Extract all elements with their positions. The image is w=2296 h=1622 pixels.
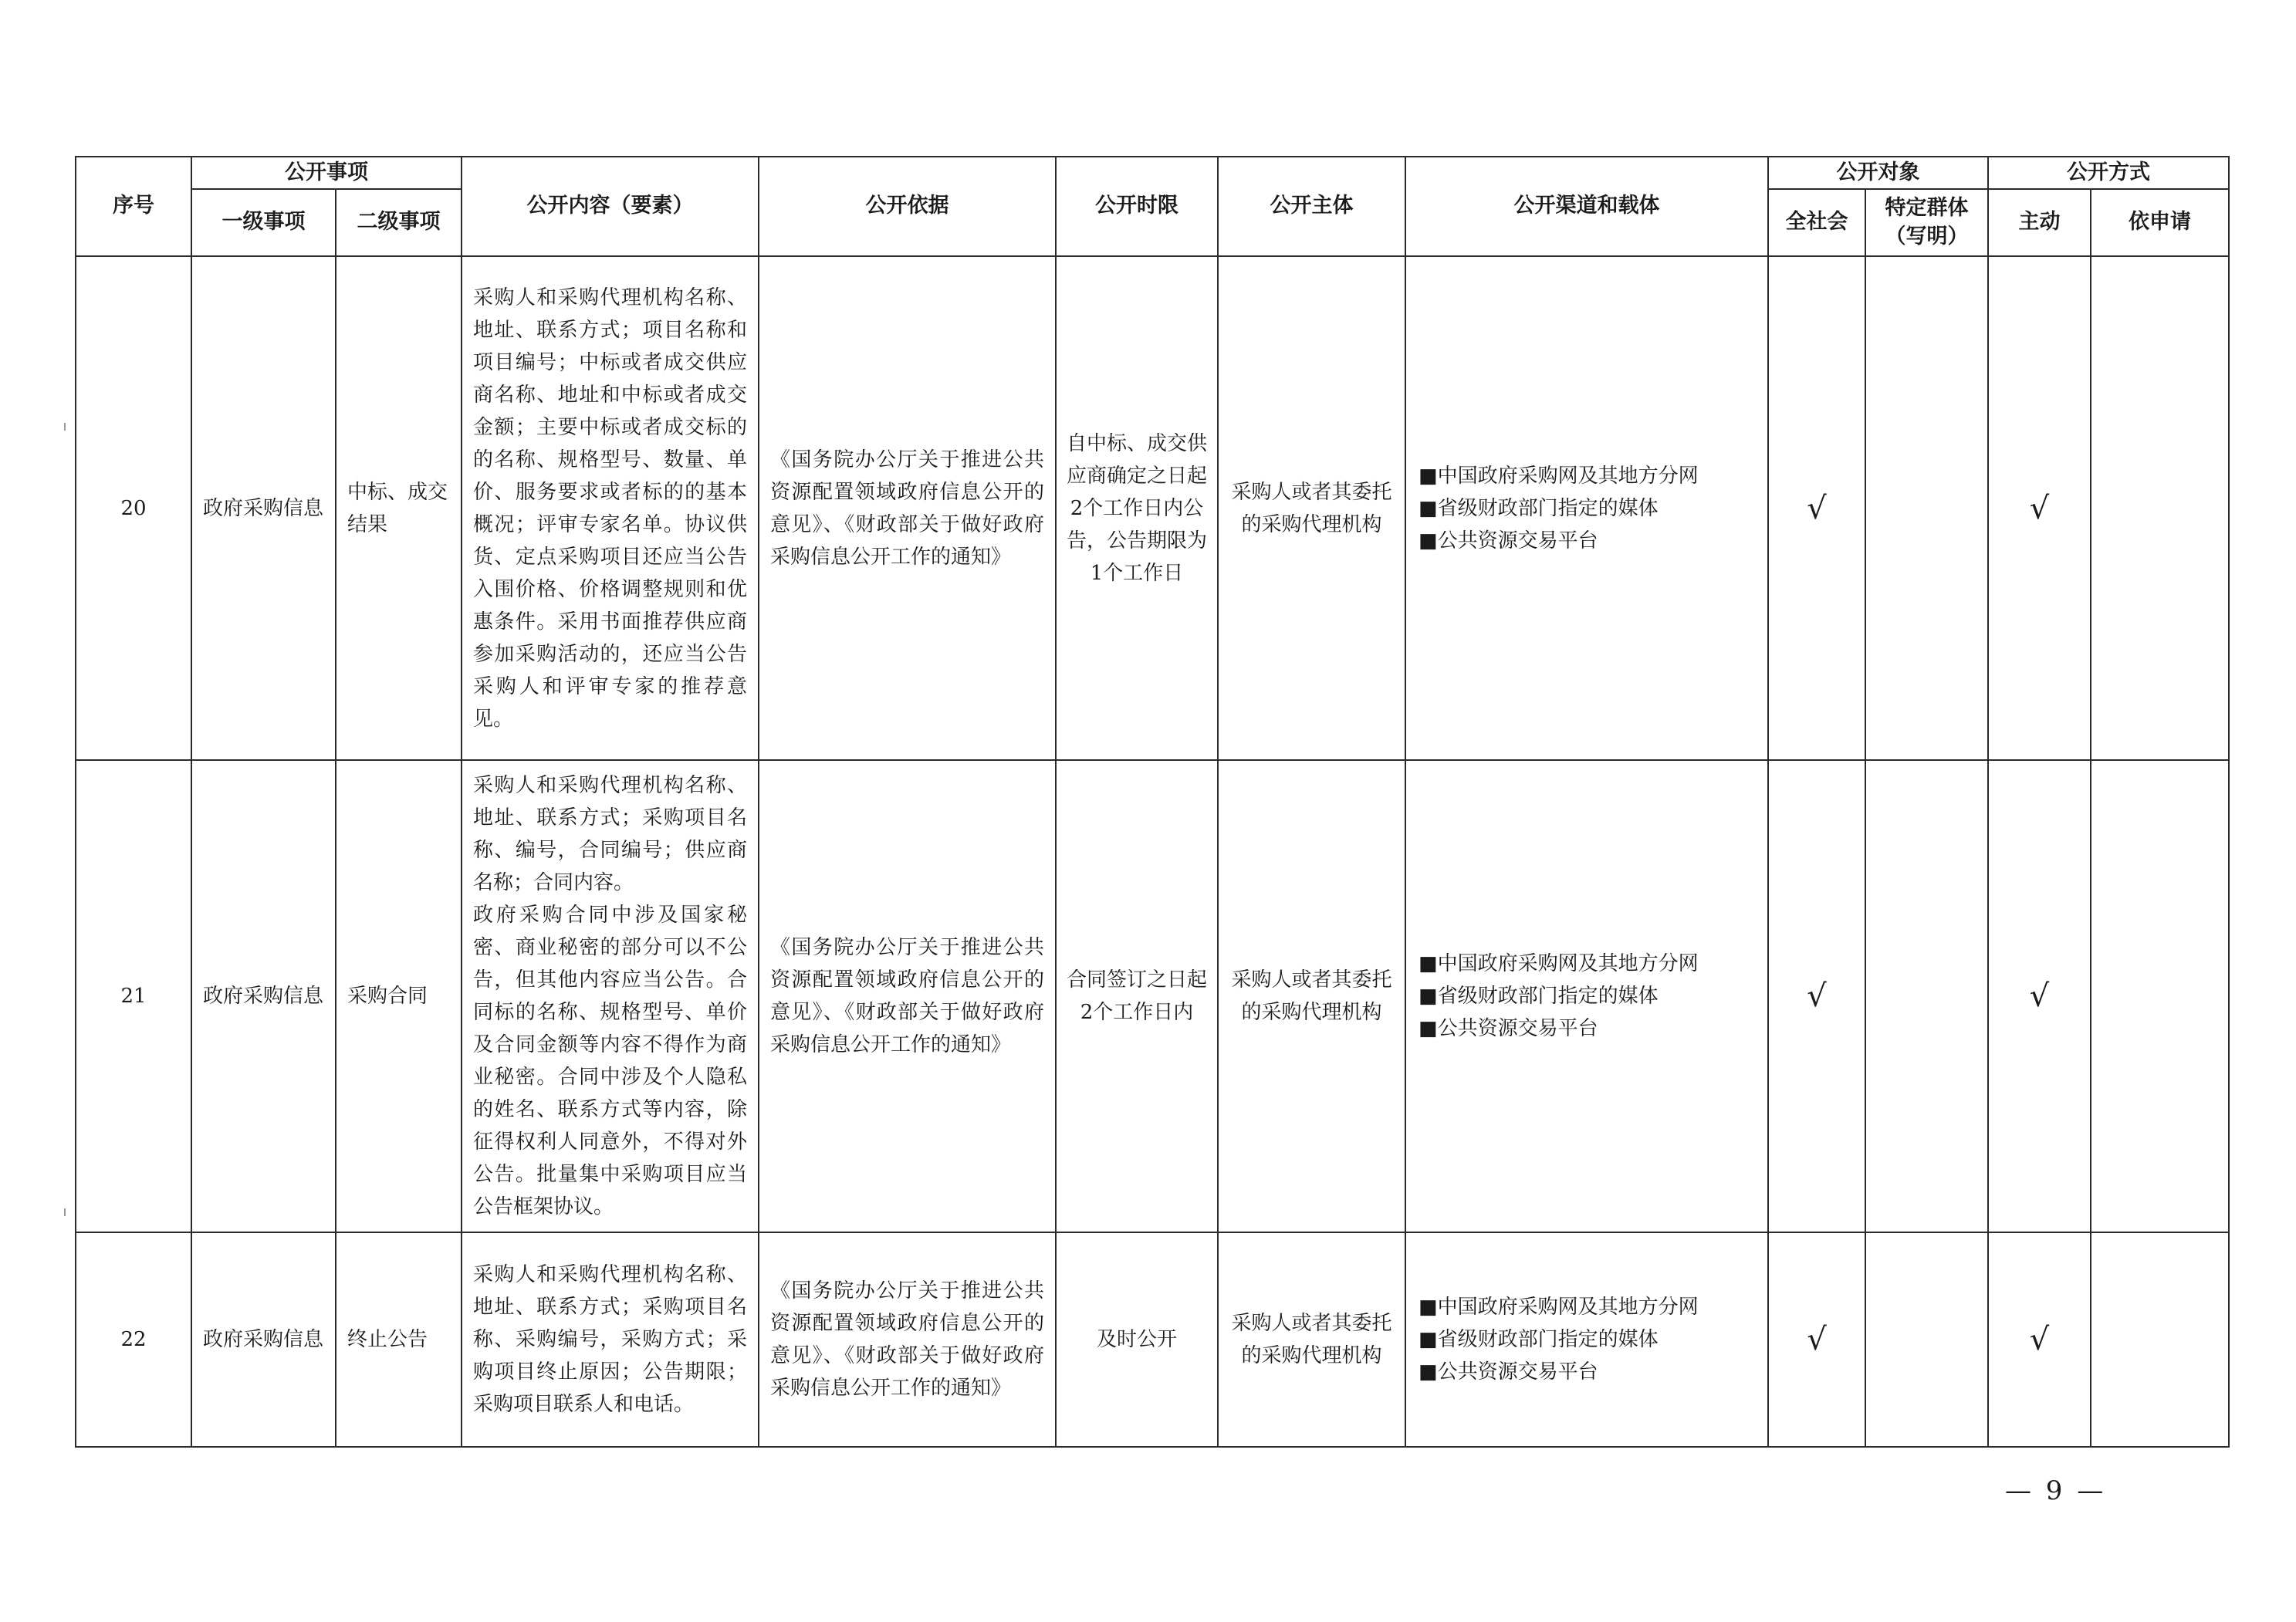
table-row <box>76 256 2229 760</box>
channel-item: ■省级财政部门指定的媒体 <box>1419 985 1659 1008</box>
table-row <box>76 760 2229 1232</box>
header-content: 公开内容（要素） <box>462 157 759 256</box>
row-seq: 20 <box>76 256 191 760</box>
check-mark-whole-society: √ <box>1768 1232 1865 1447</box>
header-basis: 公开依据 <box>759 157 1056 256</box>
header-on-request: 依申请 <box>2091 189 2229 256</box>
channel-item: ■中国政府采购网及其地方分网 <box>1419 464 1699 488</box>
header-matter-group: 公开事项 <box>191 157 462 189</box>
cell-specific-group <box>1865 256 1988 760</box>
row-content: 采购人和采购代理机构名称、地址、联系方式；采购项目名称、采购编号，采购方式；采购项目终止原因；公告期限；采购项目联系人和电话。 <box>462 1232 759 1447</box>
row-level2: 中标、成交结果 <box>336 256 462 760</box>
check-mark-whole-society: √ <box>1768 760 1865 1232</box>
channel-item: ■公共资源交易平台 <box>1419 529 1598 552</box>
row-level1: 政府采购信息 <box>191 760 336 1232</box>
channel-item: ■省级财政部门指定的媒体 <box>1419 1328 1659 1351</box>
cell-on-request <box>2091 1232 2229 1447</box>
row-level2: 采购合同 <box>336 760 462 1232</box>
header-seq: 序号 <box>76 157 191 256</box>
page-number: — 9 — <box>2005 1475 2107 1506</box>
cell-on-request <box>2091 256 2229 760</box>
channel-item: ■公共资源交易平台 <box>1419 1360 1598 1384</box>
row-seq: 21 <box>76 760 191 1232</box>
row-seq: 22 <box>76 1232 191 1447</box>
row-level2: 终止公告 <box>336 1232 462 1447</box>
row-channels <box>1405 760 1768 1232</box>
channel-item: ■省级财政部门指定的媒体 <box>1419 496 1659 520</box>
header-whole-society: 全社会 <box>1768 189 1865 256</box>
scan-edge-mark <box>64 1208 66 1216</box>
cell-specific-group <box>1865 1232 1988 1447</box>
check-mark-active: √ <box>1988 256 2091 760</box>
scan-edge-mark <box>64 423 66 431</box>
disclosure-table-sheet <box>75 156 2228 1446</box>
row-level1: 政府采购信息 <box>191 1232 336 1447</box>
channel-item: ■中国政府采购网及其地方分网 <box>1419 952 1699 975</box>
table-row <box>76 1232 2229 1447</box>
header-deadline: 公开时限 <box>1056 157 1218 256</box>
row-deadline: 合同签订之日起2个工作日内 <box>1056 760 1218 1232</box>
row-subject: 采购人或者其委托的采购代理机构 <box>1218 760 1405 1232</box>
row-deadline: 自中标、成交供应商确定之日起2个工作日内公告，公告期限为1个工作日 <box>1056 256 1218 760</box>
row-basis: 《国务院办公厅关于推进公共资源配置领域政府信息公开的意见》、《财政部关于做好政府采购信息公开工作的通知》 <box>759 256 1056 760</box>
row-basis: 《国务院办公厅关于推进公共资源配置领域政府信息公开的意见》、《财政部关于做好政府采购信息公开工作的通知》 <box>759 760 1056 1232</box>
header-method-group: 公开方式 <box>1988 157 2229 189</box>
header-subject: 公开主体 <box>1218 157 1405 256</box>
header-level2: 二级事项 <box>336 189 462 256</box>
header-channel: 公开渠道和载体 <box>1405 157 1768 256</box>
header-active: 主动 <box>1988 189 2091 256</box>
cell-specific-group <box>1865 760 1988 1232</box>
check-mark-active: √ <box>1988 760 2091 1232</box>
channel-item: ■公共资源交易平台 <box>1419 1017 1598 1040</box>
disclosure-table <box>75 156 2230 1448</box>
row-level1: 政府采购信息 <box>191 256 336 760</box>
cell-on-request <box>2091 760 2229 1232</box>
header-target-group: 公开对象 <box>1768 157 1988 189</box>
check-mark-active: √ <box>1988 1232 2091 1447</box>
row-channels <box>1405 1232 1768 1447</box>
row-content: 采购人和采购代理机构名称、地址、联系方式；采购项目名称、编号，合同编号；供应商名称；合同内容。 政府采购合同中涉及国家秘密、商业秘密的部分可以不公告，但其他内容应当公告。合同标的名称、规格型号、单价及合同金额等内容不得作为商业秘密。合同中涉及个人隐私的姓名、联系方式等内容，除征得权利人同意外，不得对外公告。批量集中采购项目应当公告框架协议。 <box>462 760 759 1232</box>
check-mark-whole-society: √ <box>1768 256 1865 760</box>
channel-item: ■中国政府采购网及其地方分网 <box>1419 1296 1699 1319</box>
header-specific-group: 特定群体 （写明） <box>1865 189 1988 256</box>
row-subject: 采购人或者其委托的采购代理机构 <box>1218 256 1405 760</box>
row-basis: 《国务院办公厅关于推进公共资源配置领域政府信息公开的意见》、《财政部关于做好政府采购信息公开工作的通知》 <box>759 1232 1056 1447</box>
row-deadline: 及时公开 <box>1056 1232 1218 1447</box>
row-content: 采购人和采购代理机构名称、地址、联系方式；项目名称和项目编号；中标或者成交供应商名称、地址和中标或者成交金额；主要中标或者成交标的的名称、规格型号、数量、单价、服务要求或者标的的基本概况；评审专家名单。协议供货、定点采购项目还应当公告入围价格、价格调整规则和优惠条件。采用书面推荐供应商参加采购活动的，还应当公告采购人和评审专家的推荐意见。 <box>462 256 759 760</box>
header-level1: 一级事项 <box>191 189 336 256</box>
row-channels <box>1405 256 1768 760</box>
row-subject: 采购人或者其委托的采购代理机构 <box>1218 1232 1405 1447</box>
